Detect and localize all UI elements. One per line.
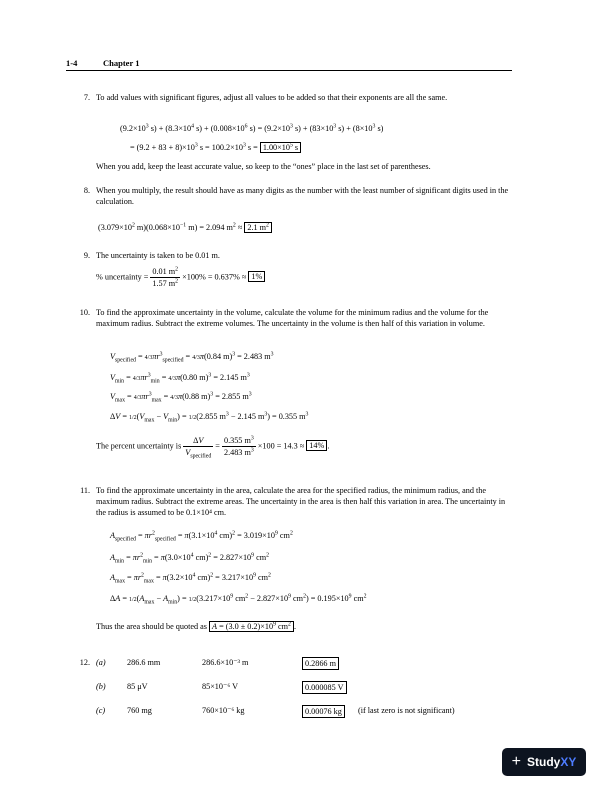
row-value: 286.6 mm [127, 658, 161, 667]
problem-12 [66, 657, 512, 722]
problem-10 [66, 307, 512, 472]
row-label: (c) [96, 706, 106, 715]
answer-box: 2.1 $m^2$ [244, 222, 272, 233]
plus-icon: + [511, 753, 521, 770]
row-sci: 760×10⁻⁶ kg [202, 706, 245, 715]
problem-number: 8. [83, 186, 90, 195]
problem-text: To find the approximate uncertainty in the area, calculate the area for the specified radius, the minimum radius, and the maximum radius. Subtract the extreme areas. The uncertainty in the area is then half this variation in area. The uncertainty in the radius is assumed to be 0.1×10⁴ cm. [96, 486, 506, 517]
row-note: (if last zero is not significant) [358, 706, 455, 715]
equation-line: % uncertainty = $\frac{0.01 m^2}{1.57 m^2}$ ×100% = 0.637% ≈ 1% [96, 266, 265, 289]
answer-box: 14% [306, 440, 327, 451]
studyxy-logo[interactable] [502, 748, 586, 776]
equation-line: $V_{max} = 4/3\pi r^3_{max} = 4/3\pi(0.88$ m)$^3$ = 2.855 $m^3$ [110, 391, 252, 404]
equation-line: The percent uncertainty is $\frac{\Delta V}{V_{specified}}$ = $\frac{0.355 m^3}{2.483 m^3}$ ×100 = 14.3 ≈ 14% . [96, 435, 330, 460]
row-value: 85 μV [127, 682, 148, 691]
answer-box: 0.000085 V [302, 681, 347, 694]
problem-9 [66, 250, 512, 295]
row-sci: 286.6×10⁻³ m [202, 658, 249, 667]
equation-line: = $(9.2 + 83 + 8)\times 10^3$ $s = 100.2\times 10^3$ $s = 1.00\times 10^5$ s [130, 142, 301, 153]
problem-number: 9. [83, 251, 90, 260]
problem-number: 12. [79, 658, 90, 667]
percent-label: The percent uncertainty is [96, 441, 182, 451]
row-label: (b) [96, 682, 106, 691]
row-sci: 85×10⁻⁶ V [202, 682, 238, 691]
equation-line: Thus the area should be quoted as $A = (3.0 \pm 0.2)\times 10^9$ $cm^2$ . [96, 621, 296, 631]
equation-line: $A_{min} = \pi r^2_{min} = \pi(3.0\times 10^4$ $cm)^2 = 2.827\times 10^9$ $cm^2$ [110, 552, 270, 565]
logo-text: StudyXY [526, 755, 577, 769]
problem-text: To find the approximate uncertainty in the volume, calculate the volume for the minimum radius and the volume for the maximum radius. Subtract the extreme volumes. The uncertainty in the volume is then half of this variation in volume. [96, 308, 489, 328]
answer-box: $1.00\times 10^5$ s [260, 142, 301, 153]
answer-box: 1% [248, 271, 265, 282]
problem-number: 11. [80, 486, 90, 495]
problem-note: When you add, keep the least accurate value, so keep to the “ones” place in the last set of parentheses. [96, 162, 431, 171]
problem-text: The uncertainty is taken to be 0.01 m. [96, 251, 220, 260]
answer-box: 0.2866 m [302, 657, 339, 670]
row-label: (a) [96, 658, 106, 667]
answer-box: 0.00076 kg [302, 705, 345, 718]
problem-text: To add values with significant figures, adjust all values to be added so that their exponents are all the same. [96, 93, 448, 102]
problem-text: When you multiply, the result should have as many digits as the number with the least number of significant digits used in the calculation. [96, 186, 509, 206]
chapter-title: Chapter 1 [103, 58, 140, 68]
problem-8 [66, 185, 512, 240]
answer-box: $A = (3.0 \pm 0.2)\times 10^9$ $cm^2$ [209, 621, 294, 632]
header-rule [66, 70, 512, 71]
quote-label: Thus the area should be quoted as [96, 622, 207, 631]
problem-11 [66, 485, 512, 645]
equation-line: $A_{max} = \pi r^2_{max} = \pi(3.2\times 10^4$ $cm)^2 = 3.217\times 10^9$ $cm^2$ [110, 572, 271, 585]
problem-7 [66, 92, 512, 172]
row-value: 760 mg [127, 706, 152, 715]
page-number: 1-4 [66, 58, 78, 68]
equation-line: $V_{specified} = 4/3\pi r^3_{specified} = 4/3\pi(0.84$ m)$^3$ = 2.483 $m^3$ [110, 351, 274, 364]
equation-line: ($9.2\times 10^3$ $s) + (8.3\times 10^4$ $s) + (0.008\times 10^6$ $s) = (9.2\times 10^3$ $s) + (83\times 10^3$ $s) + (8\times 10^3$ s) [120, 123, 384, 133]
equation-line: $\Delta A = 1/2(A_{max} - A_{min}) = 1/2(3.217\times 10^9$ $cm^2 - 2.827\times 10^9$ $cm^2) = 0.195\times 10^9$ $cm^2$ [110, 593, 367, 606]
equation-line: ($3.079\times 10^2$ $m)(0.068\times 10^{-1}$ m) = 2.094 $m^2 \approx 2.1$ $m^2$ [98, 222, 272, 233]
equation-line: $V_{min} = 4/3\pi r^3_{min} = 4/3\pi(0.80$ m)$^3$ = 2.145 $m^3$ [110, 372, 250, 385]
problem-number: 7. [83, 93, 90, 102]
equation-line: $\Delta V = 1/2(V_{max} - V_{min}) = 1/2(2.855$ $m^3 - 2.145$ $m^3) = 0.355$ $m^3$ [110, 411, 309, 424]
problem-number: 10. [79, 308, 90, 317]
equation-line: $A_{specified} = \pi r^2_{specified} = \pi(3.1\times 10^4$ $cm)^2 = 3.019\times 10^9$ $cm^2$ [110, 530, 293, 543]
